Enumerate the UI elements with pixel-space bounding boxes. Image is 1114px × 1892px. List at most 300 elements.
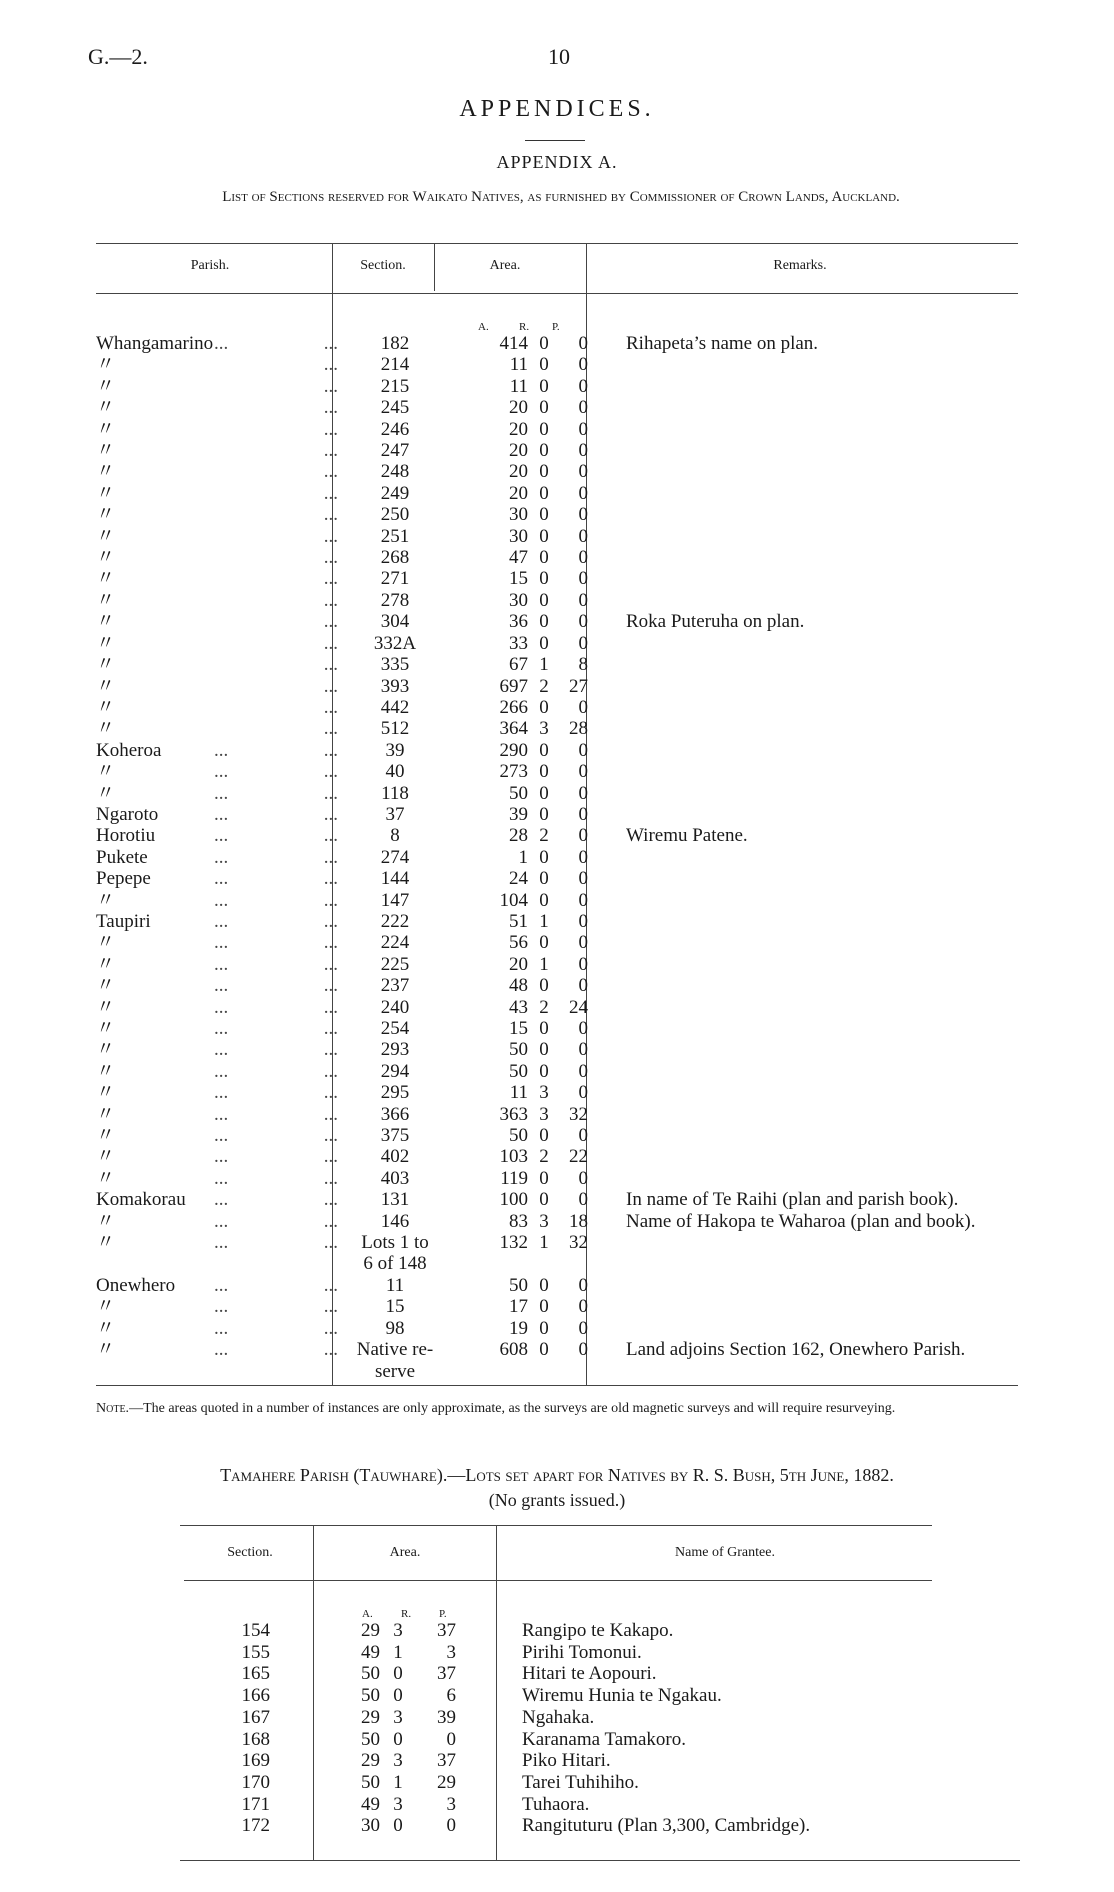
area-acres-cell: 50 (509, 1060, 528, 1082)
remarks-cell: Rihapeta’s name on plan. (626, 333, 819, 354)
area-perches-cell: 0 (578, 1060, 588, 1082)
leader-dots (214, 504, 304, 525)
leader-dots: ... (323, 910, 338, 932)
parish-cell: 〃 (96, 1103, 116, 1125)
remarks-cell (588, 1125, 976, 1146)
table-row (184, 1663, 810, 1685)
spacer-cell (456, 1663, 504, 1685)
leader-dots (214, 397, 304, 418)
section-cell: 442 (380, 696, 410, 718)
area-perches-cell: 0 (578, 632, 588, 654)
leader-dots (214, 676, 304, 697)
section-cell: 375 (380, 1125, 410, 1147)
parish-cell: Whangamarino (96, 333, 214, 354)
area-roods-cell (534, 1253, 554, 1274)
area-perches-cell: 0 (578, 589, 588, 611)
parish-cell: 〃 (96, 418, 116, 440)
section-cell: 366 (380, 1103, 410, 1125)
table-row (184, 1729, 810, 1751)
remarks-cell (588, 376, 976, 397)
leader-dots (214, 1253, 304, 1274)
table-row (96, 654, 976, 675)
parish-cell: 〃 (96, 782, 116, 804)
leader-dots: ... (214, 996, 229, 1018)
leader-dots: ... (214, 889, 229, 911)
table-row (96, 697, 976, 718)
area-roods-cell: 0 (393, 1685, 403, 1707)
area-perches-cell: 28 (569, 718, 588, 740)
area-acres-cell: 83 (509, 1210, 528, 1232)
area-roods-cell: 0 (539, 354, 549, 376)
header-section: Section. (360, 258, 406, 273)
area-perches-cell: 24 (569, 996, 588, 1018)
leader-dots (304, 1361, 342, 1382)
leader-dots: ... (214, 1018, 229, 1039)
remarks-cell (588, 568, 976, 589)
area-roods-cell: 0 (539, 333, 549, 354)
remarks-cell (588, 1361, 976, 1382)
leader-dots (304, 1253, 342, 1274)
table-row (96, 1039, 976, 1060)
section-cell: 402 (380, 1146, 410, 1168)
remarks-cell (588, 526, 976, 547)
section-cell: 294 (380, 1060, 410, 1082)
parish-cell (96, 1253, 214, 1274)
section-cell: 182 (380, 333, 410, 354)
leader-dots: ... (323, 1018, 338, 1039)
leader-dots (214, 440, 304, 461)
area-roods-cell: 0 (539, 568, 549, 590)
parish-cell: 〃 (96, 504, 116, 526)
spacer-cell (270, 1685, 350, 1707)
parish-cell: 〃 (96, 547, 116, 569)
area-acres-cell: 39 (509, 803, 528, 825)
grantee-name-cell: Karanama Tamakoro. (522, 1728, 686, 1750)
table-row (96, 440, 976, 461)
area-perches-cell: 37 (437, 1620, 456, 1641)
leader-dots (214, 568, 304, 589)
table-row (96, 1318, 976, 1339)
spacer-cell (456, 1685, 504, 1707)
area-perches-cell: 3 (446, 1793, 456, 1815)
section-cell: 240 (380, 996, 410, 1018)
parish-cell: Koheroa (96, 739, 162, 761)
area-perches-cell: 0 (578, 418, 588, 440)
section-cell: 222 (380, 910, 410, 932)
area-perches-cell: 0 (578, 1039, 588, 1061)
area-perches-cell: 0 (578, 333, 588, 354)
area-perches-cell: 0 (578, 932, 588, 954)
parish-cell: 〃 (96, 675, 116, 697)
area-acres-cell: 19 (509, 1317, 528, 1339)
parish-cell: 〃 (96, 761, 116, 783)
section-cell: 37 (385, 803, 405, 825)
parish-cell: 〃 (96, 1210, 116, 1232)
area-roods-cell: 0 (539, 975, 549, 997)
area-perches-cell: 0 (578, 761, 588, 783)
parish-cell: Pukete (96, 846, 148, 868)
leader-dots: ... (323, 1103, 338, 1125)
table-row (96, 932, 976, 953)
area-acres-cell: 50 (509, 1039, 528, 1061)
area-roods-cell: 2 (539, 675, 549, 697)
area-roods-cell: 3 (539, 1103, 549, 1125)
area-perches-cell: 0 (578, 504, 588, 526)
leader-dots: ... (323, 589, 338, 611)
parish-cell: 〃 (96, 1232, 116, 1254)
section-cell: 98 (385, 1317, 405, 1339)
area-roods-cell: 0 (539, 1296, 549, 1318)
area-roods-cell: 0 (539, 1339, 549, 1361)
parish-cell: 〃 (96, 953, 116, 975)
area-roods-cell: 0 (393, 1815, 403, 1837)
leader-dots: ... (323, 1167, 338, 1189)
area-acres-cell: 11 (509, 354, 528, 376)
area-roods-cell: 3 (393, 1706, 403, 1728)
spacer-cell (456, 1707, 504, 1729)
section-cell: 512 (380, 718, 410, 740)
section-cell: 335 (380, 654, 410, 676)
section-cell: 293 (380, 1039, 410, 1061)
remarks-cell (588, 783, 976, 804)
area-acres-cell: 50 (361, 1771, 380, 1793)
area-roods-cell: 0 (539, 868, 549, 890)
area-acres-cell: 33 (509, 632, 528, 654)
leader-dots: ... (214, 1103, 229, 1125)
leader-dots: ... (214, 975, 229, 997)
grantee-name-cell: Hitari te Aopouri. (522, 1663, 657, 1685)
leader-dots: ... (214, 1146, 229, 1168)
table-row (96, 461, 976, 482)
spacer-cell (270, 1794, 350, 1816)
t2-sub-header-perches: P. (439, 1608, 447, 1620)
table-row (96, 1253, 976, 1274)
note-paragraph (96, 1400, 1026, 1418)
section-cell: 246 (380, 418, 410, 440)
table-row (96, 1061, 976, 1082)
parish-cell: 〃 (96, 1339, 116, 1361)
table-row (96, 718, 976, 739)
area-roods-cell: 0 (393, 1728, 403, 1750)
parish-cell: 〃 (96, 1167, 116, 1189)
area-perches-cell: 27 (569, 675, 588, 697)
grantee-name-cell: Piko Hitari. (522, 1750, 611, 1772)
section-cell: 295 (380, 1082, 410, 1104)
area-acres-cell: 30 (509, 504, 528, 526)
leader-dots (214, 419, 304, 440)
area-roods-cell: 0 (539, 1189, 549, 1211)
leader-dots: ... (323, 803, 338, 825)
leader-dots: ... (323, 1189, 338, 1211)
parish-cell: 〃 (96, 568, 116, 590)
area-perches-cell: 0 (578, 739, 588, 761)
leader-dots: ... (323, 440, 338, 462)
remarks-cell: Roka Puteruha on plan. (626, 611, 805, 633)
leader-dots: ... (214, 953, 229, 975)
table-row (184, 1707, 810, 1729)
table-row (96, 1361, 976, 1382)
table1-divider-2 (434, 243, 435, 291)
section-cell: Lots 1 to (361, 1232, 429, 1254)
area-roods-cell: 0 (539, 461, 549, 483)
area-roods-cell: 1 (539, 1232, 549, 1254)
area-perches-cell (554, 1253, 588, 1274)
leader-dots: ... (323, 953, 338, 975)
leader-dots: ... (214, 333, 229, 354)
area-acres-cell: 17 (509, 1296, 528, 1318)
grantee-name-cell: Tuhaora. (522, 1793, 590, 1815)
appendix-title: APPENDIX A. (496, 152, 618, 172)
remarks-cell (588, 1039, 976, 1060)
parish-cell: 〃 (96, 1296, 116, 1318)
parish-cell: 〃 (96, 354, 116, 376)
spacer-cell (456, 1642, 504, 1664)
area-roods-cell: 3 (539, 718, 549, 740)
area-acres-cell: 20 (509, 397, 528, 419)
area-perches-cell: 0 (578, 1125, 588, 1147)
area-roods-cell: 0 (393, 1663, 403, 1685)
parish-cell: 〃 (96, 1060, 116, 1082)
leader-dots: ... (323, 611, 338, 633)
remarks-cell (588, 654, 976, 675)
leader-dots: ... (323, 333, 338, 354)
section-cell: 6 of 148 (363, 1253, 427, 1275)
area-roods-cell: 0 (539, 889, 549, 911)
area-roods-cell: 2 (539, 825, 549, 847)
leader-dots (214, 354, 304, 375)
table-row (184, 1815, 810, 1837)
area-roods-cell: 1 (539, 654, 549, 676)
page-heading: APPENDICES. (459, 96, 655, 122)
table1-header-rule (96, 293, 1018, 294)
area-perches-cell: 0 (578, 1274, 588, 1296)
area-acres-cell: 20 (509, 440, 528, 462)
area-acres-cell: 11 (509, 1082, 528, 1104)
spacer-cell (270, 1642, 350, 1664)
remarks-cell (588, 1082, 976, 1103)
header-area: Area. (489, 258, 521, 273)
leader-dots: ... (323, 975, 338, 997)
leader-dots: ... (323, 525, 338, 547)
parish-cell: Horotiu (96, 825, 156, 847)
section-cell: 251 (380, 525, 410, 547)
area-acres-cell: 50 (509, 782, 528, 804)
t2-sub-header-roods: R. (401, 1608, 412, 1620)
area-acres-cell: 49 (361, 1641, 380, 1663)
leader-dots: ... (214, 1339, 229, 1361)
area-acres-cell (448, 1361, 534, 1382)
section2-title: Tamahere Parish (Tauwhare).—Lots set apart for Natives by R. S. Bush, 5th June, 1882. (220, 1465, 894, 1485)
parish-cell: Pepepe (96, 868, 151, 890)
parish-cell: 〃 (96, 996, 116, 1018)
area-roods-cell: 0 (539, 1060, 549, 1082)
area-perches-cell: 29 (437, 1771, 456, 1793)
area-perches-cell: 0 (578, 1082, 588, 1104)
leader-dots: ... (323, 846, 338, 868)
remarks-cell: Wiremu Patene. (626, 825, 748, 847)
leader-dots: ... (323, 1274, 338, 1296)
remarks-cell (588, 1146, 976, 1167)
remarks-cell (588, 419, 976, 440)
table-row (96, 911, 976, 932)
leader-dots: ... (323, 1125, 338, 1147)
leader-dots: ... (323, 675, 338, 697)
parish-cell: 〃 (96, 1146, 116, 1168)
area-acres-cell: 30 (509, 525, 528, 547)
area-perches-cell: 8 (578, 654, 588, 676)
grantee-name-cell: Wiremu Hunia te Ngakau. (522, 1685, 722, 1707)
table2-top-rule (180, 1525, 932, 1526)
area-roods-cell: 0 (539, 632, 549, 654)
header-remarks: Remarks. (773, 258, 827, 273)
spacer-cell (270, 1620, 350, 1642)
table-row (184, 1772, 810, 1794)
table-row (96, 783, 976, 804)
leader-dots: ... (214, 1167, 229, 1189)
t2-sub-header-acres: A. (362, 1608, 373, 1620)
area-roods-cell: 3 (539, 1210, 549, 1232)
remarks-cell: Land adjoins Section 162, Onewhero Parish. (626, 1339, 966, 1361)
section-cell: 278 (380, 589, 410, 611)
area-roods-cell: 3 (393, 1793, 403, 1815)
parish-cell: Ngaroto (96, 803, 159, 825)
leader-dots: ... (323, 782, 338, 804)
area-acres-cell: 50 (509, 1274, 528, 1296)
table-row (96, 761, 976, 782)
table-row (96, 1339, 976, 1360)
leader-dots (214, 376, 304, 397)
area-roods-cell: 0 (539, 547, 549, 569)
area-acres-cell: 67 (509, 654, 528, 676)
leader-dots: ... (214, 1125, 229, 1147)
remarks-cell (588, 975, 976, 996)
area-roods-cell: 1 (393, 1641, 403, 1663)
area-perches-cell: 0 (578, 354, 588, 376)
area-perches-cell: 0 (578, 375, 588, 397)
area-roods-cell: 0 (539, 375, 549, 397)
section-cell: 332A (373, 632, 417, 654)
area-roods-cell: 1 (393, 1771, 403, 1793)
leader-dots: ... (323, 1039, 338, 1061)
spacer-cell (270, 1707, 350, 1729)
section-cell: 168 (241, 1728, 270, 1750)
note-text: —The areas quoted in a number of instances are only approximate, as the surveys are old magnetic surveys and will require resurveying. (129, 1401, 896, 1416)
leader-dots: ... (323, 696, 338, 718)
area-acres-cell: 119 (500, 1167, 528, 1189)
area-perches-cell: 0 (578, 461, 588, 483)
table-row (96, 1189, 976, 1210)
area-acres-cell: 30 (361, 1815, 380, 1837)
parish-cell: 〃 (96, 718, 116, 740)
leader-dots: ... (214, 739, 229, 761)
section-cell: 154 (241, 1620, 270, 1641)
table-row (184, 1620, 810, 1642)
area-acres-cell: 290 (499, 739, 528, 761)
table-row (96, 397, 976, 418)
parish-cell: 〃 (96, 440, 116, 462)
leader-dots (214, 1361, 304, 1382)
area-acres-cell: 50 (361, 1663, 380, 1685)
area-perches-cell: 0 (578, 889, 588, 911)
area-acres-cell (448, 1253, 534, 1274)
area-perches-cell: 0 (578, 910, 588, 932)
leader-dots: ... (323, 1339, 338, 1361)
remarks-cell: In name of Te Raihi (plan and parish book). (626, 1189, 959, 1211)
leader-dots: ... (214, 803, 229, 825)
remarks-cell (588, 1232, 976, 1253)
area-perches-cell: 32 (569, 1103, 588, 1125)
area-roods-cell: 0 (539, 1274, 549, 1296)
leader-dots: ... (214, 1189, 229, 1211)
area-perches-cell: 0 (578, 868, 588, 890)
section-cell: 8 (390, 825, 400, 847)
remarks-cell (588, 1104, 976, 1125)
table-row (96, 954, 976, 975)
remarks-cell: Name of Hakopa te Waharoa (plan and book). (626, 1210, 976, 1232)
spacer-cell (456, 1620, 504, 1642)
area-perches-cell: 0 (578, 1167, 588, 1189)
area-roods-cell: 0 (539, 696, 549, 718)
area-perches-cell: 22 (569, 1146, 588, 1168)
section-cell: 171 (241, 1793, 270, 1815)
area-perches-cell: 0 (578, 1018, 588, 1039)
area-roods-cell: 0 (539, 418, 549, 440)
parish-cell: 〃 (96, 654, 116, 676)
area-roods-cell: 0 (539, 525, 549, 547)
header-parish: Parish. (190, 258, 230, 273)
t2-header-grantee: Name of Grantee. (675, 1545, 775, 1560)
table-row (96, 568, 976, 589)
leader-dots: ... (323, 1060, 338, 1082)
remarks-cell (588, 1018, 976, 1039)
section-cell: 225 (380, 953, 410, 975)
section-cell: 167 (241, 1706, 270, 1728)
area-perches-cell: 0 (578, 975, 588, 997)
area-acres-cell: 50 (509, 1125, 528, 1147)
area-roods-cell: 2 (539, 996, 549, 1018)
table-row (96, 847, 976, 868)
table-row (96, 975, 976, 996)
table-row (96, 504, 976, 525)
remarks-cell (588, 547, 976, 568)
area-acres-cell: 15 (509, 1018, 528, 1039)
remarks-cell (588, 740, 976, 761)
area-roods-cell: 0 (539, 846, 549, 868)
parish-cell: 〃 (96, 1125, 116, 1147)
note-label: Note. (96, 1401, 130, 1416)
table-row (96, 354, 976, 375)
remarks-cell (588, 676, 976, 697)
area-perches-cell: 18 (569, 1210, 588, 1232)
leader-dots: ... (214, 910, 229, 932)
remarks-cell (588, 397, 976, 418)
area-acres-cell: 20 (509, 953, 528, 975)
section-cell: 224 (380, 932, 410, 954)
remarks-cell (588, 1061, 976, 1082)
section-cell: 165 (241, 1663, 270, 1685)
area-perches-cell: 0 (578, 953, 588, 975)
table-row (96, 633, 976, 654)
leader-dots (214, 654, 304, 675)
area-roods-cell: 0 (539, 1167, 549, 1189)
area-roods-cell: 0 (539, 932, 549, 954)
parish-cell: 〃 (96, 1317, 116, 1339)
area-perches-cell: 0 (578, 846, 588, 868)
spacer-cell (270, 1729, 350, 1751)
area-acres-cell: 103 (499, 1146, 528, 1168)
parish-cell (96, 1361, 214, 1382)
section-cell: 248 (380, 461, 410, 483)
